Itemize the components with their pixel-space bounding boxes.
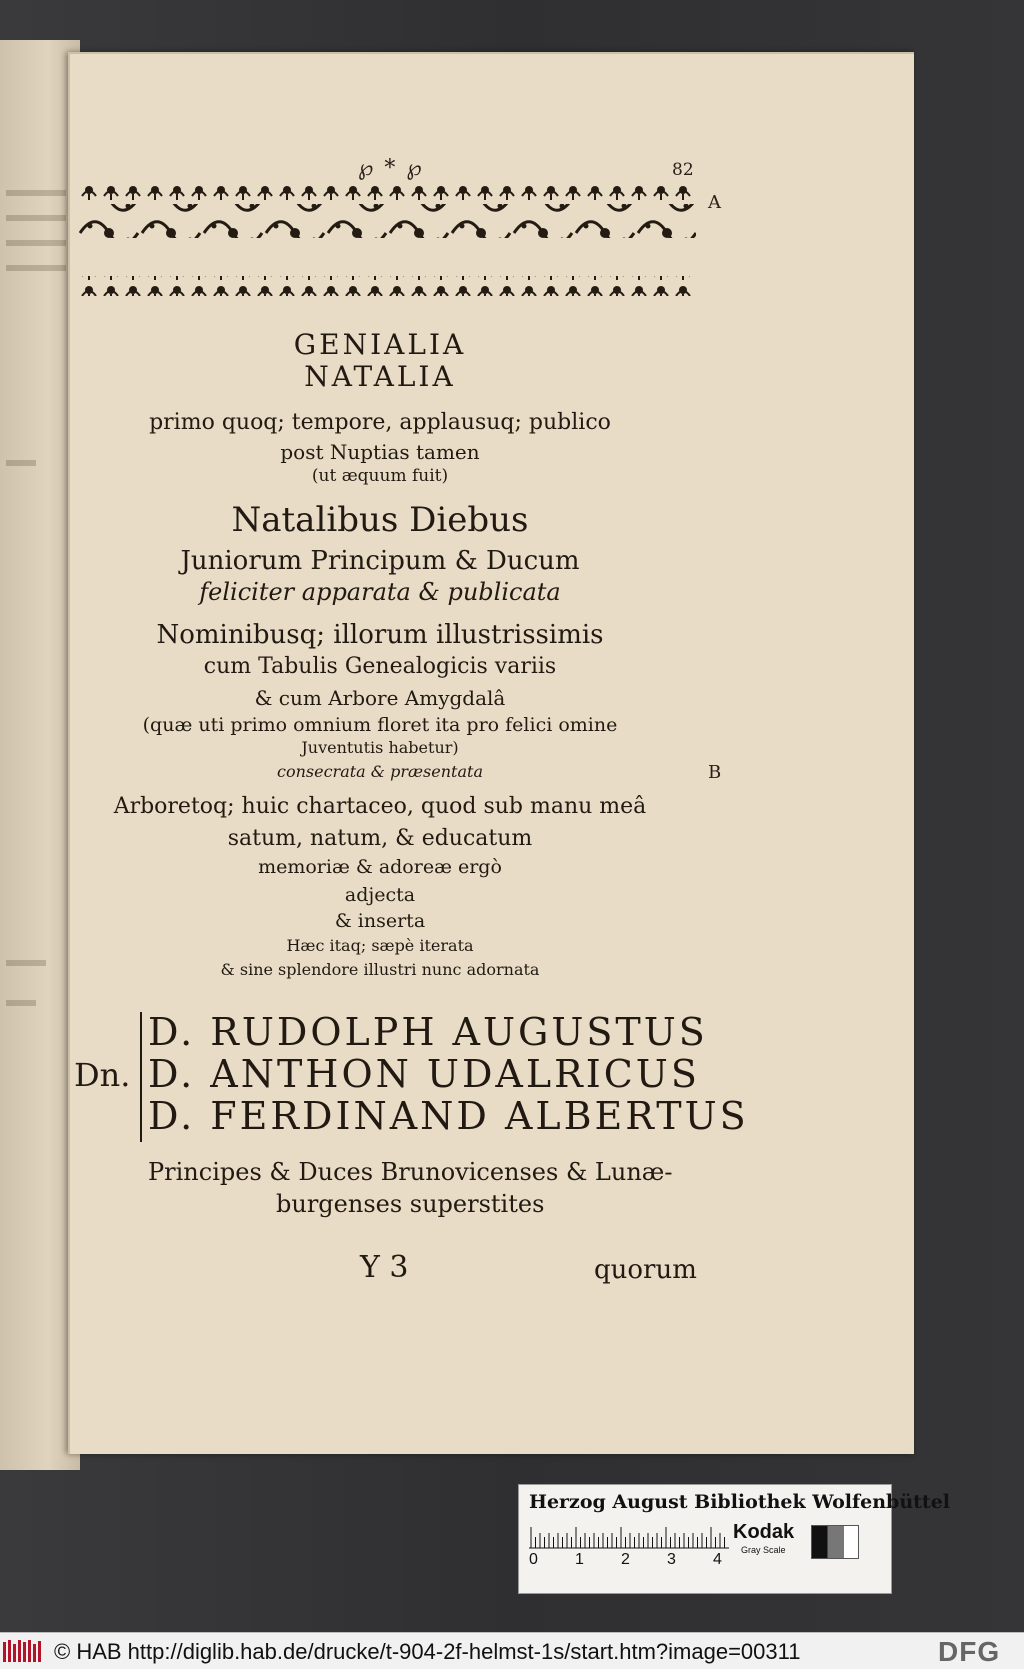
gray-scale-label: Gray Scale bbox=[741, 1545, 786, 1555]
text-line-italic: feliciter apparata & publicata bbox=[199, 578, 561, 606]
text-line: Hæc itaq; sæpè iterata bbox=[286, 936, 474, 955]
gray-patch bbox=[811, 1525, 859, 1559]
ruler-tick-labels bbox=[529, 1551, 759, 1569]
name-ferdinand: D. FERDINAND ALBERTUS bbox=[148, 1094, 749, 1138]
footer-bar bbox=[0, 1632, 1024, 1669]
catchword: quorum bbox=[594, 1255, 697, 1285]
closing-line-2: burgenses superstites bbox=[276, 1190, 545, 1218]
footer-copyright-url[interactable]: © HAB http://diglib.hab.de/drucke/t-904-2f-helmst-1s/start.htm?image=00311 bbox=[54, 1639, 801, 1664]
text-line: Juniorum Principum & Ducum bbox=[180, 546, 580, 576]
text-line: post Nuptias tamen bbox=[280, 440, 480, 464]
text-line: Nominibusq; illorum illustrissimis bbox=[156, 620, 604, 650]
heading-natalibus: Natalibus Diebus bbox=[231, 500, 529, 540]
title-natalia: NATALIA bbox=[304, 360, 456, 393]
text-line: & inserta bbox=[334, 910, 426, 932]
tick-label: 0 bbox=[529, 1551, 538, 1568]
text-line: primo quoq; tempore, applausuq; publico bbox=[149, 410, 611, 435]
text-line-italic: consecrata & præsentata bbox=[277, 762, 483, 781]
color-target-card bbox=[518, 1484, 950, 1594]
tick-label: 2 bbox=[621, 1551, 630, 1568]
margin-letter-b: B bbox=[708, 762, 722, 783]
text-line: (ut æquum fuit) bbox=[311, 466, 449, 486]
text-line: adjecta bbox=[344, 884, 416, 906]
text-line: & cum Arbore Amygdalâ bbox=[254, 686, 506, 710]
top-ornament: ℘ * ℘ bbox=[358, 156, 424, 181]
tick-label: 1 bbox=[575, 1551, 584, 1568]
page-number: 82 bbox=[672, 160, 694, 180]
text-line: satum, natum, & educatum bbox=[227, 826, 533, 851]
text-line: & sine splendore illustri nunc adornata bbox=[220, 960, 540, 979]
text-line: cum Tabulis Genealogicis variis bbox=[203, 654, 557, 679]
signature-mark: Y 3 bbox=[360, 1250, 409, 1285]
name-anthon: D. ANTHON UDALRICUS bbox=[148, 1052, 700, 1096]
kodak-brand: Kodak bbox=[733, 1521, 795, 1543]
title-genialia: GENIALIA bbox=[293, 328, 467, 361]
margin-letter-a: A bbox=[708, 192, 721, 213]
text-line: Arboretoq; huic chartaceo, quod sub manu meâ bbox=[113, 794, 647, 819]
closing-line-1: Principes & Duces Brunovicenses & Lunæ- bbox=[148, 1158, 673, 1186]
dfg-logo: DFG bbox=[938, 1636, 1001, 1667]
woodcut-headband bbox=[78, 182, 696, 296]
tick-label: 4 bbox=[713, 1551, 722, 1568]
ruler-scale bbox=[529, 1523, 729, 1549]
library-name: Herzog August Bibliothek Wolfenbüttel bbox=[529, 1491, 950, 1513]
name-rudolph: D. RUDOLPH AUGUSTUS bbox=[148, 1010, 708, 1054]
text-line: memoriæ & adoreæ ergò bbox=[258, 856, 502, 878]
names-prefix: Dn. bbox=[74, 1056, 131, 1094]
text-line: Juventutis habetur) bbox=[301, 738, 459, 757]
hab-logo-icon bbox=[2, 1638, 46, 1664]
tick-label: 3 bbox=[667, 1551, 676, 1568]
text-line: (quæ uti primo omnium floret ita pro felici omine bbox=[142, 714, 618, 736]
